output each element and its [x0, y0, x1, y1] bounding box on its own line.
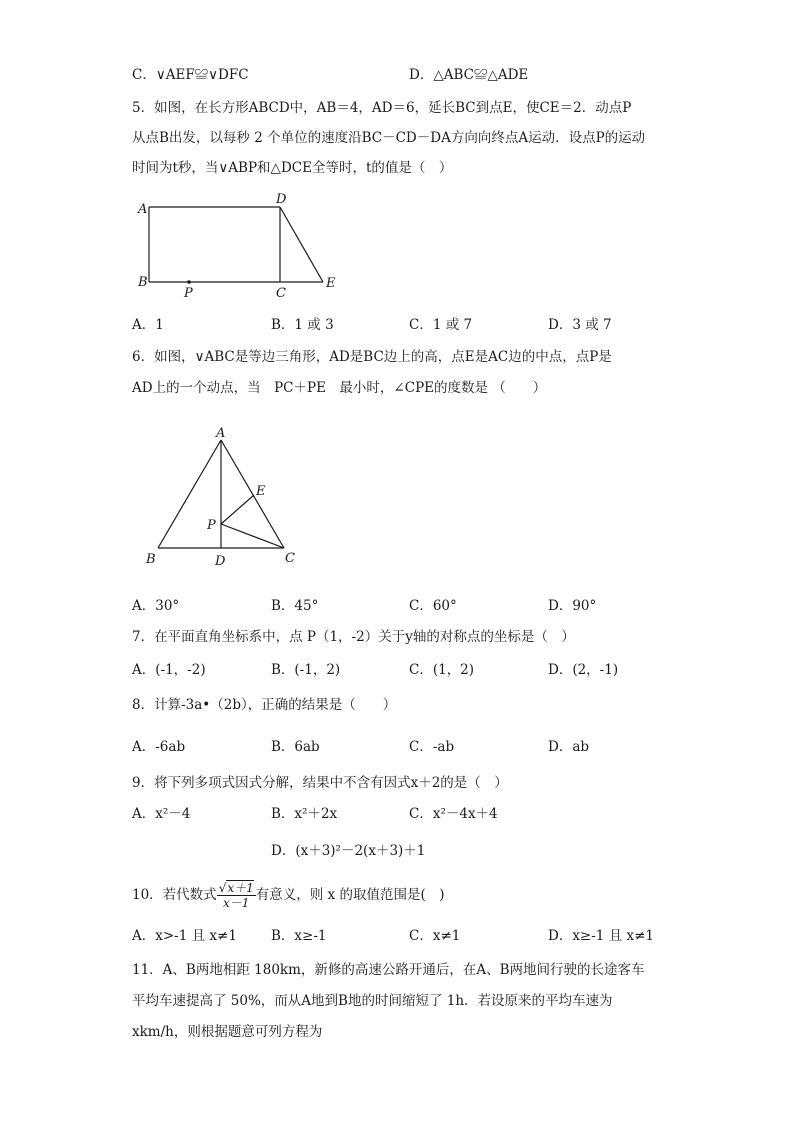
q10-sqrt-radicand: x＋1	[227, 881, 254, 895]
q10-fraction-numerator: √x＋1	[218, 881, 254, 895]
q10-prefix: 10．若代数式	[132, 887, 217, 903]
q5-label-a: A	[138, 202, 148, 217]
q6-label-c: C	[285, 551, 295, 566]
q8-option-b: B．6ab	[271, 739, 320, 755]
q7-option-c: C．(1，2)	[409, 662, 475, 678]
q6-option-a: A．30°	[132, 598, 180, 614]
q5-label-d: D	[276, 192, 287, 207]
q8-option-c: C．-ab	[409, 739, 455, 755]
q6-edge-pe	[221, 495, 254, 524]
q9-option-b: B．x²＋2x	[271, 806, 338, 822]
q5-text-line1: 5．如图，在长方形ABCD中，AB＝4，AD＝6，延长BC到点E，使CE＝2．动点P	[132, 100, 632, 116]
q6-edge-pc	[221, 524, 284, 548]
q5-label-p: P	[184, 286, 193, 298]
q5-option-c: C．1 或 7	[409, 317, 473, 333]
q11-text-line1: 11．A、B两地相距 180km，新修的高速公路开通后，在A、B两地间行驶的长途客车	[132, 962, 645, 978]
q9-option-a: A．x²－4	[132, 806, 191, 822]
q5-text-line3: 时间为t秒，当∨ABP和△DCE全等时，t的值是（ ）	[132, 160, 453, 176]
q8-option-d: D．ab	[548, 739, 590, 755]
q6-option-d: D．90°	[548, 598, 597, 614]
q9-option-c: C．x²－4x＋4	[409, 806, 498, 822]
q10-suffix: 有意义，则 x 的取值范围是( )	[255, 887, 445, 903]
q8-option-a: A．-6ab	[132, 739, 186, 755]
q4-option-c: C．∨AEF≌∨DFC	[132, 67, 249, 83]
q5-text-line2: 从点B出发，以每秒 2 个单位的速度沿BC－CD－DA方向向终点A运动．设点P的运动	[132, 130, 646, 146]
q6-label-b: B	[146, 552, 156, 567]
q4-option-d: D．△ABC≌△ADE	[409, 67, 529, 83]
q6-text-line1: 6．如图，∨ABC是等边三角形，AD是BC边上的高，点E是AC边的中点，点P是	[132, 349, 612, 365]
q7-option-d: D．(2，-1)	[548, 662, 619, 678]
q7-text-line1: 7．在平面直角坐标系中，点 P（1，-2）关于y轴的对称点的坐标是（ ）	[132, 629, 575, 645]
q10-fraction	[217, 881, 256, 910]
q10-fraction-denominator: x－1	[223, 896, 250, 910]
q5-label-e: E	[326, 276, 336, 291]
q6-triangle-diagram	[140, 420, 310, 575]
q6-label-e: E	[256, 484, 266, 499]
q8-text-line1: 8．计算-3a•（2b），正确的结果是（ ）	[132, 697, 397, 713]
q9-text-line1: 9．将下列多项式因式分解，结果中不含有因式x＋2的是（ ）	[132, 775, 508, 791]
q5-option-d: D．3 或 7	[548, 317, 612, 333]
q5-rectangle-diagram	[130, 188, 350, 298]
q5-edge-de	[280, 207, 323, 282]
q10-option-c: C．x≠1	[409, 928, 461, 944]
q10-option-a: A．x>-1 且 x≠1	[132, 928, 237, 944]
q6-option-c: C．60°	[409, 598, 457, 614]
q6-label-a: A	[216, 426, 226, 441]
q5-label-c: C	[276, 286, 286, 298]
q9-option-d: D．(x＋3)²－2(x＋3)＋1	[271, 843, 426, 859]
q7-option-b: B．(-1，2)	[271, 662, 341, 678]
q10-option-b: B．x≥-1	[271, 928, 327, 944]
q5-label-b: B	[138, 275, 148, 290]
q6-text-line2: AD上的一个动点，当 PC＋PE 最小时，∠CPE的度数是 （ ）	[132, 380, 547, 396]
q10-text-line1	[132, 878, 444, 912]
q6-edge-ac	[221, 440, 284, 548]
q5-option-a: A．1	[132, 317, 164, 333]
q5-point-p	[187, 280, 191, 284]
q11-text-line2: 平均车速提高了 50%，而从A地到B地的时间缩短了 1h．若设原来的平均车速为	[132, 993, 613, 1009]
q10-option-d: D．x≥-1 且 x≠1	[548, 928, 654, 944]
q11-text-line3: xkm/h，则根据题意可列方程为	[132, 1024, 323, 1040]
q6-option-b: B．45°	[271, 598, 319, 614]
q7-option-a: A．(-1，-2)	[132, 662, 206, 678]
q5-option-b: B．1 或 3	[271, 317, 334, 333]
q6-label-p: P	[207, 518, 216, 533]
q6-label-d: D	[215, 554, 226, 569]
